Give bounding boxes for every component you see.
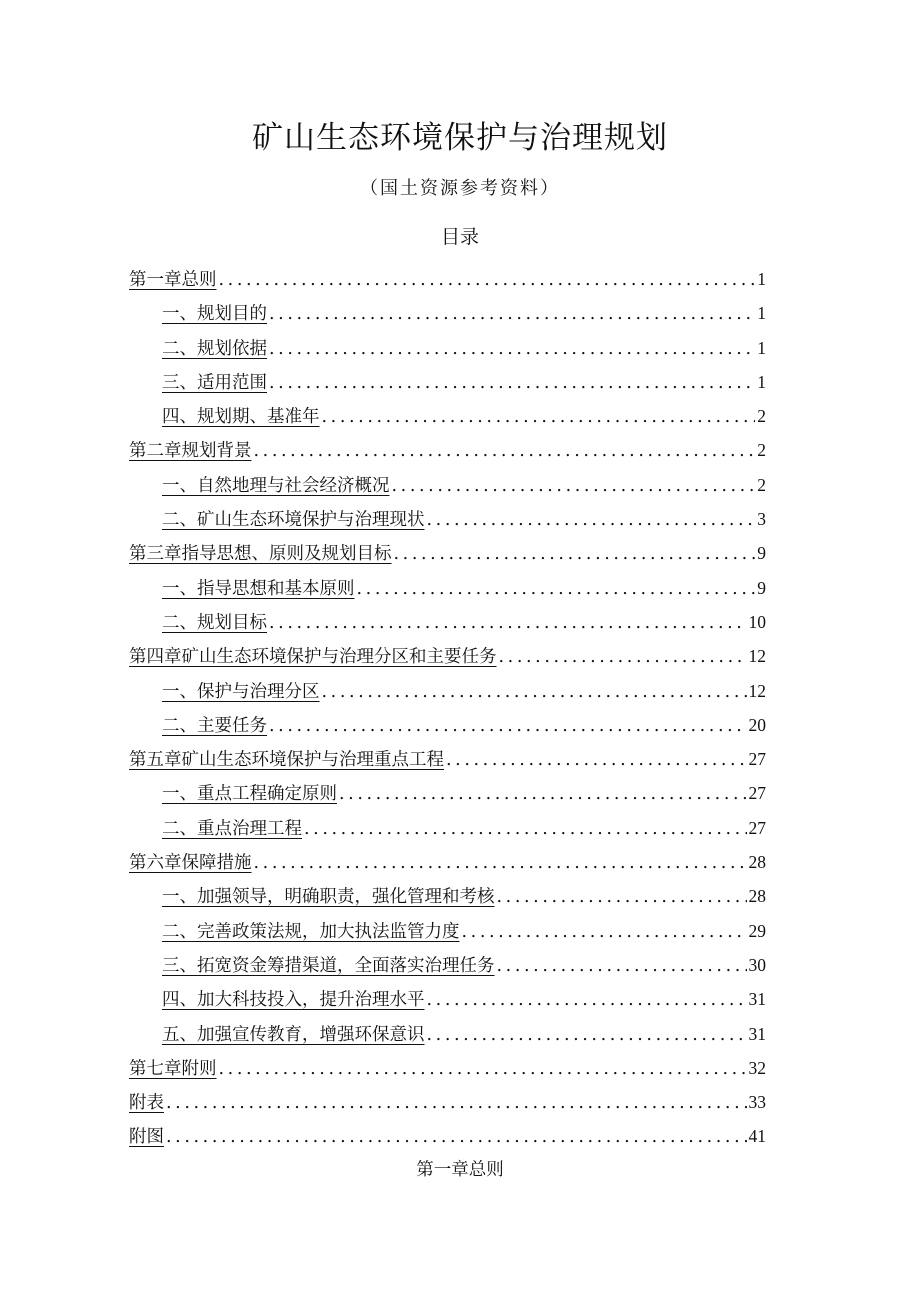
toc-section-entry[interactable] bbox=[129, 573, 766, 607]
document-subtitle: （国土资源参考资料） bbox=[360, 178, 560, 199]
chapter-heading: 第一章总则 bbox=[416, 1160, 504, 1180]
toc-entry-link[interactable]: 三、拓宽资金筹措渠道，全面落实治理任务 bbox=[162, 955, 495, 976]
toc-dot-leader bbox=[460, 917, 747, 947]
toc-section-entry[interactable] bbox=[129, 984, 766, 1018]
toc-dot-leader bbox=[320, 402, 756, 432]
toc-chapter-entry[interactable] bbox=[129, 641, 766, 675]
toc-entry-link[interactable]: 五、加强宣传教育，增强环保意识 bbox=[162, 1024, 425, 1045]
toc-chapter-entry[interactable] bbox=[129, 264, 766, 298]
toc-chapter-entry[interactable] bbox=[129, 1053, 766, 1087]
toc-entry-link[interactable]: 二、矿山生态环境保护与治理现状 bbox=[162, 510, 425, 531]
toc-dot-leader bbox=[217, 265, 756, 295]
toc-section-entry[interactable] bbox=[129, 881, 766, 915]
toc-entry-link[interactable]: 二、完善政策法规，加大执法监管力度 bbox=[162, 921, 460, 942]
toc-dot-leader bbox=[355, 574, 756, 604]
toc-dot-leader bbox=[302, 814, 747, 844]
toc-page-number: 27 bbox=[748, 783, 766, 804]
toc-entry-link[interactable]: 第一章总则 bbox=[129, 270, 217, 290]
toc-section-entry[interactable] bbox=[129, 916, 766, 950]
toc-entry-link[interactable]: 四、规划期、基准年 bbox=[162, 407, 320, 428]
toc-dot-leader bbox=[252, 848, 747, 878]
toc-page-number: 30 bbox=[748, 954, 766, 975]
toc-chapter-entry[interactable] bbox=[129, 744, 766, 778]
toc-dot-leader bbox=[267, 608, 747, 638]
toc-section-entry[interactable] bbox=[129, 676, 766, 710]
toc-entry-link[interactable]: 一、重点工程确定原则 bbox=[162, 784, 337, 805]
toc-page-number: 12 bbox=[748, 680, 766, 701]
toc-dot-leader bbox=[164, 1122, 747, 1152]
toc-dot-leader bbox=[444, 745, 747, 775]
toc-entry-link[interactable]: 附图 bbox=[129, 1127, 164, 1148]
toc-dot-leader bbox=[267, 711, 747, 741]
toc-entry-link[interactable]: 三、适用范围 bbox=[162, 372, 267, 393]
toc-page-number: 10 bbox=[748, 611, 766, 632]
toc-page-number: 32 bbox=[748, 1057, 766, 1078]
toc-entry-link[interactable]: 一、规划目的 bbox=[162, 304, 267, 325]
toc-entry-link[interactable]: 第四章矿山生态环境保护与治理分区和主要任务 bbox=[129, 647, 497, 668]
toc-dot-leader bbox=[252, 436, 756, 466]
toc-section-entry[interactable] bbox=[129, 950, 766, 984]
toc-dot-leader bbox=[390, 471, 756, 501]
toc-dot-leader bbox=[217, 1054, 747, 1084]
toc-entry-link[interactable]: 一、指导思想和基本原则 bbox=[162, 578, 355, 599]
table-of-contents bbox=[129, 264, 766, 1156]
toc-entry-link[interactable]: 第五章矿山生态环境保护与治理重点工程 bbox=[129, 750, 444, 771]
toc-entry-link[interactable]: 二、规划目标 bbox=[162, 612, 267, 633]
toc-section-entry[interactable] bbox=[129, 607, 766, 641]
toc-section-entry[interactable] bbox=[129, 298, 766, 332]
toc-page-number: 28 bbox=[748, 852, 766, 873]
document-title: 矿山生态环境保护与治理规划 bbox=[252, 120, 668, 156]
toc-dot-leader bbox=[495, 882, 747, 912]
toc-entry-link[interactable]: 一、自然地理与社会经济概况 bbox=[162, 475, 390, 496]
toc-chapter-entry[interactable] bbox=[129, 435, 766, 469]
toc-dot-leader bbox=[495, 951, 747, 981]
toc-dot-leader bbox=[267, 368, 755, 398]
toc-entry-link[interactable]: 附表 bbox=[129, 1093, 164, 1114]
toc-dot-leader bbox=[164, 1088, 747, 1118]
toc-entry-link[interactable]: 第七章附则 bbox=[129, 1058, 217, 1079]
toc-dot-leader bbox=[497, 642, 747, 672]
toc-page-number: 9 bbox=[757, 577, 766, 598]
toc-page-number: 1 bbox=[757, 269, 766, 289]
toc-entry-link[interactable]: 一、保护与治理分区 bbox=[162, 681, 320, 702]
toc-page-number: 12 bbox=[748, 646, 766, 667]
toc-section-entry[interactable] bbox=[129, 504, 766, 538]
toc-page-number: 3 bbox=[757, 509, 766, 530]
toc-page-number: 31 bbox=[748, 989, 766, 1010]
toc-page-number: 41 bbox=[748, 1126, 766, 1147]
toc-section-entry[interactable] bbox=[129, 1019, 766, 1053]
toc-section-entry[interactable] bbox=[129, 367, 766, 401]
toc-page-number: 2 bbox=[757, 406, 766, 427]
toc-entry-link[interactable]: 第二章规划背景 bbox=[129, 441, 252, 462]
toc-section-entry[interactable] bbox=[129, 401, 766, 435]
toc-dot-leader bbox=[267, 299, 755, 329]
toc-page-number: 20 bbox=[748, 714, 766, 735]
toc-entry-link[interactable]: 第三章指导思想、原则及规划目标 bbox=[129, 544, 392, 565]
toc-page-number: 27 bbox=[748, 749, 766, 770]
toc-entry-link[interactable]: 二、主要任务 bbox=[162, 715, 267, 736]
toc-dot-leader bbox=[425, 985, 747, 1015]
toc-dot-leader bbox=[425, 1020, 747, 1050]
toc-page-number: 27 bbox=[748, 817, 766, 838]
toc-chapter-entry[interactable] bbox=[129, 538, 766, 572]
toc-section-entry[interactable] bbox=[129, 813, 766, 847]
toc-chapter-entry[interactable] bbox=[129, 1087, 766, 1121]
toc-section-entry[interactable] bbox=[129, 333, 766, 367]
toc-section-entry[interactable] bbox=[129, 778, 766, 812]
toc-page-number: 2 bbox=[757, 474, 766, 495]
toc-dot-leader bbox=[320, 677, 747, 707]
toc-page-number: 1 bbox=[757, 337, 766, 358]
toc-page-number: 28 bbox=[748, 886, 766, 907]
toc-section-entry[interactable] bbox=[129, 470, 766, 504]
toc-chapter-entry[interactable] bbox=[129, 847, 766, 881]
toc-section-entry[interactable] bbox=[129, 710, 766, 744]
toc-page-number: 29 bbox=[748, 920, 766, 941]
toc-dot-leader bbox=[425, 505, 756, 535]
toc-entry-link[interactable]: 二、规划依据 bbox=[162, 338, 267, 359]
toc-page-number: 2 bbox=[757, 440, 766, 461]
toc-page-number: 1 bbox=[757, 371, 766, 392]
toc-entry-link[interactable]: 第六章保障措施 bbox=[129, 853, 252, 874]
toc-page-number: 1 bbox=[757, 303, 766, 324]
toc-dot-leader bbox=[392, 539, 756, 569]
toc-dot-leader bbox=[337, 779, 747, 809]
toc-entry-link[interactable]: 二、重点治理工程 bbox=[162, 818, 302, 839]
toc-entry-link[interactable]: 一、加强领导，明确职责，强化管理和考核 bbox=[162, 887, 495, 908]
toc-dot-leader bbox=[267, 334, 755, 364]
toc-heading: 目录 bbox=[440, 226, 479, 248]
toc-page-number: 9 bbox=[757, 543, 766, 564]
toc-page-number: 33 bbox=[748, 1092, 766, 1113]
toc-page-number: 31 bbox=[748, 1023, 766, 1044]
toc-entry-link[interactable]: 四、加大科技投入，提升治理水平 bbox=[162, 990, 425, 1011]
toc-chapter-entry[interactable] bbox=[129, 1121, 766, 1155]
